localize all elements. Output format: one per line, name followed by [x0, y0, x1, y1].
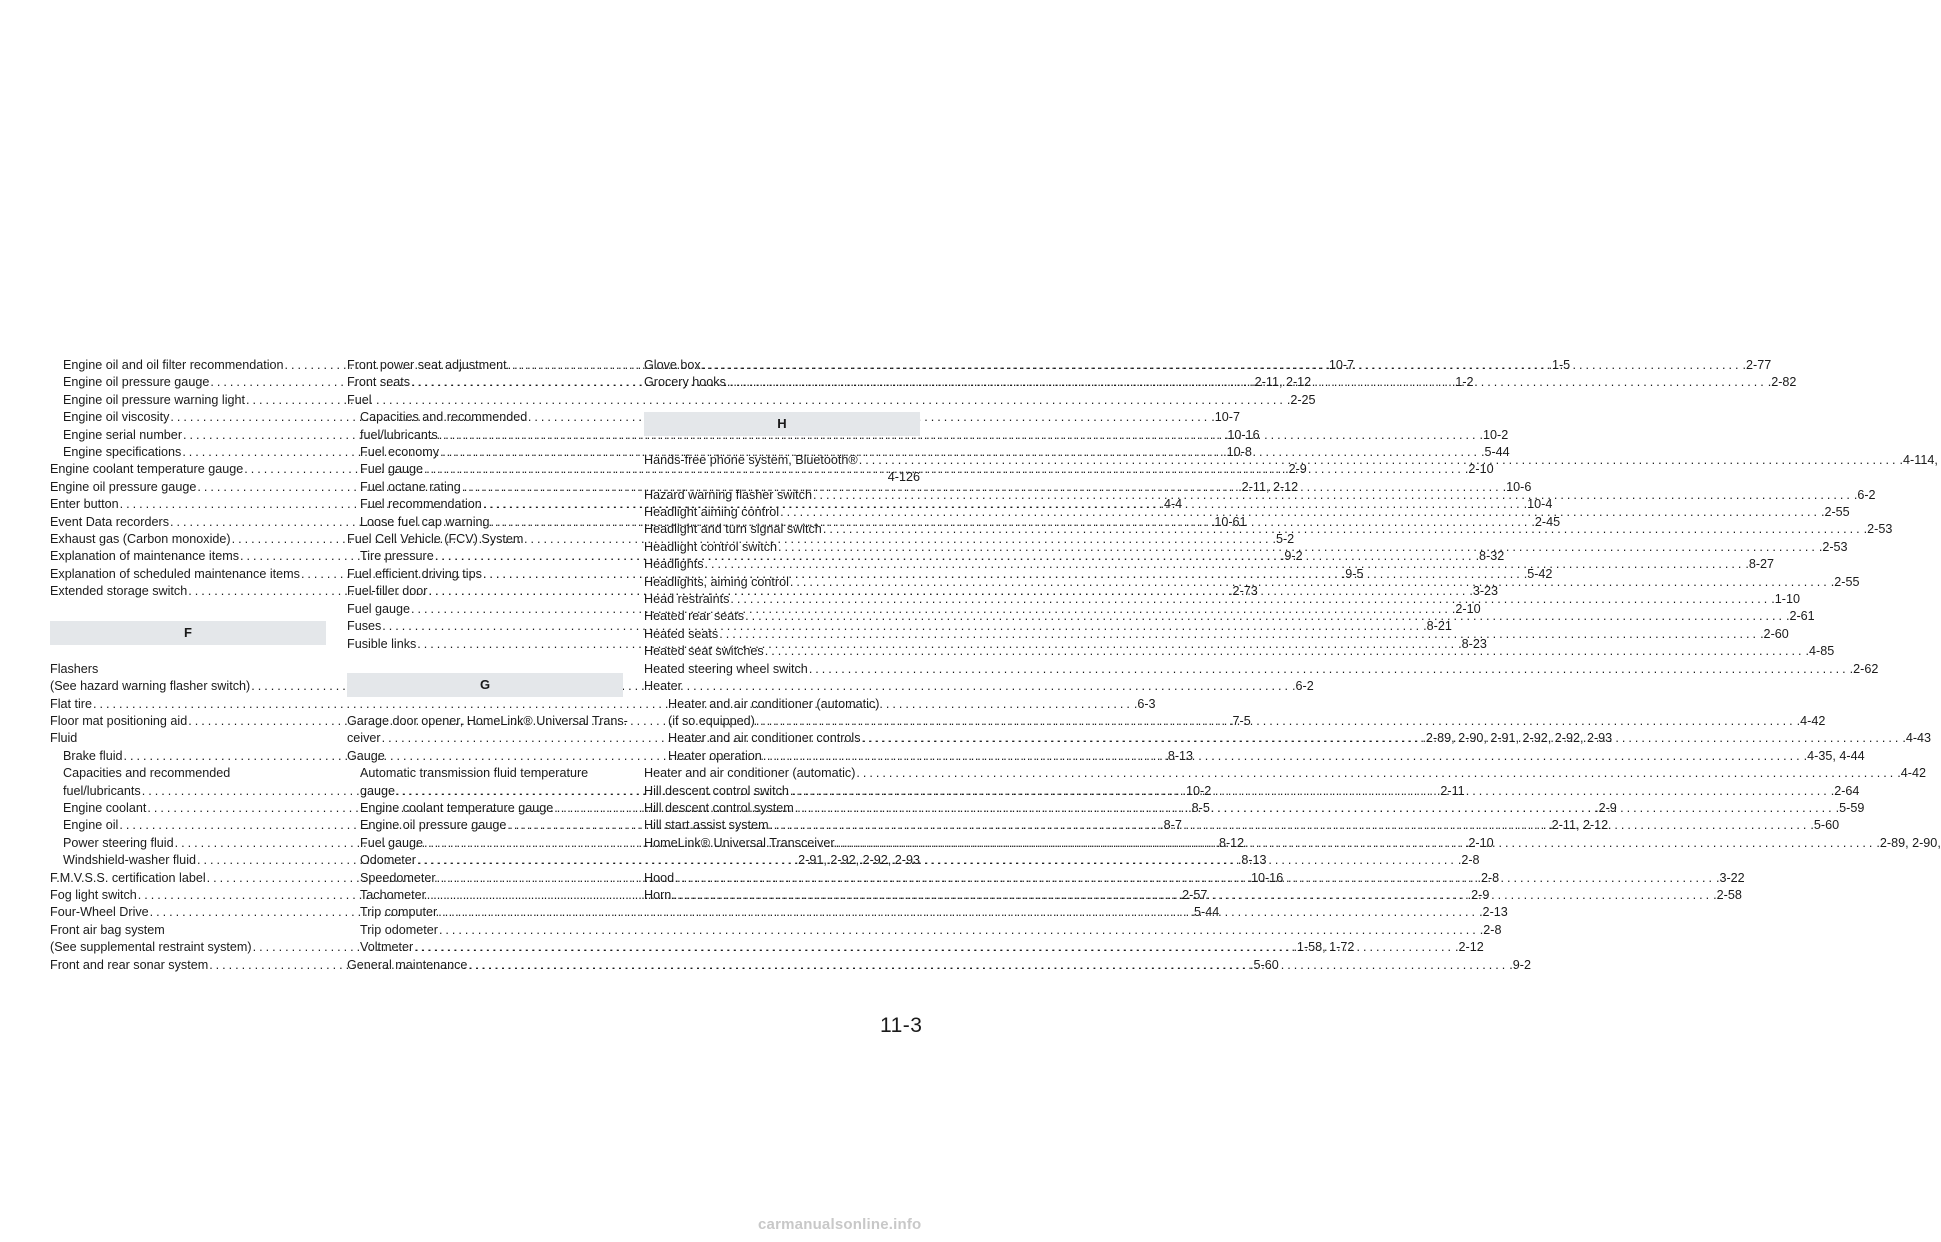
index-entry-page-ref: .9-2	[1509, 957, 1531, 972]
index-entry-page-ref: .1-5	[1548, 358, 1571, 372]
index-subheading: Automatic transmission fluid temperature	[360, 766, 589, 781]
index-entry-page-ref: .8-7	[1160, 818, 1182, 833]
dot-leader	[812, 487, 1854, 504]
index-entry-term: Headlights	[644, 557, 704, 572]
index-entry-term: Fusible links	[347, 636, 417, 651]
section-header-h: H	[644, 412, 920, 436]
index-entry-page-ref: .5-44	[1480, 445, 1510, 460]
index-entry-page-ref: .2-53	[1818, 539, 1848, 554]
index-entry-term: Hill start assist system	[644, 818, 769, 833]
index-entry-page-ref: .8-27	[1745, 557, 1775, 572]
index-entry-page-ref: .2-9	[1595, 800, 1617, 815]
index-heading: Gauge	[347, 748, 385, 763]
index-entry-term: Engine serial number	[63, 427, 183, 442]
dot-leader	[438, 922, 1480, 939]
index-heading: Garage door opener, HomeLink® Universal Trans-	[347, 713, 628, 728]
index-heading: Fuel Cell Vehicle (FCV) System	[347, 532, 524, 547]
index-entry-term: Voltmeter	[360, 940, 414, 955]
index-entry-page-ref: .2-8	[1477, 870, 1500, 885]
index-entry-term: Heated seats	[644, 626, 719, 641]
index-entry-term: Fuel gauge	[360, 835, 424, 850]
index-entry-page-ref: .8-21	[1423, 619, 1452, 634]
index-entry-page-ref: .4-35, 4-44	[1803, 748, 1865, 763]
index-entry-term: Heated steering wheel switch	[644, 661, 808, 676]
index-entry-page-ref: .4-42	[1897, 766, 1926, 781]
index-entry-term: Exhaust gas (Carbon monoxide)	[50, 532, 231, 547]
index-entry-page-ref: .2-60	[1760, 626, 1789, 641]
index-entry-term: Engine oil and oil filter recommendation	[63, 358, 284, 372]
index-entry-page-ref: .2-11	[1436, 783, 1465, 798]
index-entry-term: Power steering fluid	[63, 835, 174, 850]
dot-leader	[744, 608, 1786, 625]
index-entry-page-ref: .8-5	[1188, 800, 1210, 815]
index-entry-term: Enter button	[50, 497, 119, 512]
index-entry-term: Glove box	[644, 358, 701, 372]
watermark: carmanualsonline.info	[758, 1216, 922, 1233]
index-entry-term: Engine oil pressure warning light	[63, 392, 246, 407]
index-entry-page-ref: .2-11, 2-12	[1548, 818, 1609, 833]
index-entry-term: Speedometer	[360, 870, 436, 885]
index-entry-page-ref: .2-55	[1830, 574, 1860, 589]
dot-leader	[755, 713, 1797, 730]
index-entry-term: Engine coolant	[63, 800, 147, 815]
index-entry-page-ref: .10-8	[1223, 445, 1252, 460]
dot-leader	[779, 504, 1821, 521]
index-entry-term: Event Data recorders	[50, 514, 169, 529]
index-entry-page-ref: .2-9	[1285, 462, 1307, 477]
index-entry-page-ref: .5-2	[1272, 532, 1295, 547]
index-entry-page-ref: .2-73	[1229, 584, 1258, 599]
index-entry-page-ref: .2-45	[1531, 514, 1561, 529]
index-entry-term: Hands-free phone system, Bluetooth®	[644, 452, 858, 467]
dot-leader	[762, 748, 1804, 765]
index-entry-term: Explanation of scheduled maintenance items	[50, 566, 300, 581]
index-entry-page-ref: .5-42	[1523, 566, 1553, 581]
dot-leader	[671, 887, 1713, 904]
index-entry-term: Fuses	[347, 619, 382, 634]
index-entry-term: Extended storage switch	[50, 584, 188, 599]
index-entry-term: Engine oil viscosity	[63, 410, 170, 425]
index-entry-term: Headlight aiming control	[644, 505, 780, 520]
index-subheading: Capacities and recommended	[63, 766, 231, 781]
index-entry	[644, 765, 1926, 782]
index-entry-page-ref: .4-85	[1805, 644, 1835, 659]
index-entry-term: Trip odometer	[360, 922, 438, 937]
index-entry-term: Trip computer	[360, 905, 438, 920]
index-entry-term: Floor mat positioning aid	[50, 713, 188, 728]
index-entry-term: Engine oil pressure gauge	[63, 375, 210, 390]
dot-leader	[437, 904, 1479, 921]
index-entry-page-ref: .2-8	[1457, 853, 1480, 868]
index-entry-term: ceiver	[347, 731, 381, 746]
index-entry-page-ref: .8-12	[1215, 835, 1245, 850]
index-entry-term: Engine specifications	[63, 445, 182, 460]
index-entry-term: fuel/lubricants	[63, 783, 141, 798]
dot-leader	[413, 939, 1455, 956]
index-entry-term: Engine oil pressure gauge	[360, 818, 507, 833]
index-entry-page-ref: .2-10	[1464, 835, 1494, 850]
index-entry-term: Heater operation	[668, 748, 762, 763]
index-entry-term: Engine coolant temperature gauge	[50, 462, 244, 477]
index-entry-term: Fuel recommendation	[360, 497, 482, 512]
index-entry-term: Fuel octane rating	[360, 479, 461, 494]
index-entry-page-ref: .2-62	[1849, 661, 1879, 676]
index-entry-page-ref: .2-53	[1863, 522, 1893, 537]
index-entry-page-ref: .5-59	[1835, 800, 1865, 815]
dot-leader	[777, 539, 1819, 556]
index-entry-page-ref: .2-82	[1767, 375, 1797, 390]
index-entry-term: Grocery hooks	[644, 375, 726, 390]
index-entry-term: Head restraints	[644, 592, 730, 607]
index-entry-page-ref: .4-43	[1902, 731, 1932, 746]
index-entry-term: Headlight control switch	[644, 539, 777, 554]
index-entry-term: Fuel efficient driving tips	[347, 566, 482, 581]
index-entry	[644, 487, 1876, 504]
dot-leader	[808, 661, 1850, 678]
index-entry-term: Engine oil	[63, 818, 119, 833]
index-subheading: Heater and air conditioner (automatic)	[668, 696, 880, 711]
section-header-f: F	[50, 621, 326, 645]
index-entry-term: gauge	[360, 783, 396, 798]
index-entry-term: Headlight and turn signal switch	[644, 522, 822, 537]
index-entry-page-ref: .10-7	[1325, 358, 1355, 372]
index-heading: Flashers	[50, 661, 99, 676]
index-entry-term: Front power seat adjustment	[347, 358, 507, 372]
dot-leader	[701, 357, 1743, 374]
index-entry-page-ref: .5-60	[1250, 957, 1279, 972]
index-entry-page-ref: .4-42	[1796, 713, 1826, 728]
index-entry-term: Hood	[644, 870, 675, 885]
index-entry-term: Heated seat switches	[644, 644, 764, 659]
index-entry-page-ref: .2-61	[1785, 609, 1815, 624]
index-heading: Fluid	[50, 731, 78, 746]
index-entry-term: (if so equipped)	[668, 713, 755, 728]
index-entry-term: Odometer	[360, 853, 416, 868]
index-entry-term: General maintenance	[347, 957, 468, 972]
index-entry-page-ref: .5-44	[1190, 905, 1220, 920]
index-entry-page-ref: .1-10	[1771, 592, 1800, 607]
index-entry-term: (See supplemental restraint system)	[50, 940, 252, 955]
index-entry-term: Tachometer	[360, 887, 426, 902]
index-entry-term: Engine oil pressure gauge	[50, 479, 197, 494]
dot-leader	[718, 626, 1760, 643]
dot-leader	[835, 835, 1877, 852]
dot-leader	[858, 452, 1900, 469]
index-entry	[347, 922, 1502, 939]
index-entry-term: Tire pressure	[360, 549, 434, 564]
index-entry-page-ref: .2-11, 2-12	[1251, 375, 1312, 390]
index-entry-term: Brake fluid	[63, 748, 123, 763]
index-entry-page-ref: .2-55	[1820, 505, 1850, 520]
index-entry-page-ref: .10-7	[1211, 410, 1240, 425]
dot-leader	[861, 730, 1903, 747]
index-entry-page-ref: .9-2	[1280, 549, 1303, 564]
dot-leader	[855, 765, 1897, 782]
index-entry-term: fuel/lubricants	[360, 427, 438, 442]
index-entry-page-ref: .8-32	[1475, 549, 1505, 564]
index-entry-page-ref: .3-22	[1715, 870, 1745, 885]
index-entry-page-ref: .9-5	[1341, 566, 1364, 581]
index-entry-page-ref: .10-4	[1523, 497, 1553, 512]
dot-leader	[438, 427, 1480, 444]
dot-leader	[764, 643, 1806, 660]
dot-leader	[789, 574, 1831, 591]
index-entry-page-ref: .10-61	[1210, 514, 1247, 529]
index-entry	[644, 574, 1860, 591]
index-entry-page-ref: .2-9	[1467, 887, 1490, 902]
index-entry-page-ref: .2-12	[1455, 940, 1484, 955]
index-entry-term: HomeLink® Universal Transceiver	[644, 835, 835, 850]
index-entry-page-ref: .2-89, 2-90,	[1876, 835, 1941, 850]
index-entry-page-ref: .2-25	[1286, 392, 1316, 407]
index-entry-page-ref: .1-58, 1-72	[1293, 940, 1355, 955]
index-entry-page-ref: .2-11, 2-12	[1238, 479, 1299, 494]
index-entry-term: Heated rear seats	[644, 609, 745, 624]
index-entry	[644, 661, 1879, 678]
index-entry-term: Fuel-filler door	[347, 584, 428, 599]
index-entry-page-ref: .4-114,	[1899, 452, 1938, 467]
index-entry-term: Front and rear sonar system	[50, 957, 209, 972]
dot-leader	[467, 957, 1509, 974]
index-entry-term: Hill descent control switch	[644, 783, 789, 798]
index-entry-page-ref: .2-77	[1742, 358, 1772, 372]
dot-leader	[416, 852, 1458, 869]
index-entry-term: Fog light switch	[50, 887, 137, 902]
index-entry-page-ref: .5-60	[1810, 818, 1840, 833]
index-heading: Front air bag system	[50, 922, 165, 937]
index-entry-page-ref: .8-13	[1237, 853, 1267, 868]
index-entry-term: Fuel gauge	[360, 462, 424, 477]
index-entry-page-ref: .2-13	[1479, 905, 1508, 920]
index-entry-page-ref: .6-3	[1133, 696, 1156, 711]
index-subheading: Capacities and recommended	[360, 410, 528, 425]
index-entry-term: (See hazard warning flasher switch)	[50, 679, 251, 694]
index-entry-page-ref: .8-23	[1458, 636, 1487, 651]
dot-leader	[789, 783, 1831, 800]
index-entry-term: Heater and air conditioner controls	[668, 731, 861, 746]
index-entry-continuation: 2-91, 2-92, 2-92, 2-93	[798, 853, 920, 868]
index-entry-term: Horn	[644, 887, 672, 902]
section-header-g: G	[347, 673, 623, 697]
index-entry-page-ref: .1-2	[1451, 375, 1474, 390]
index-entry-page-ref: .8-13	[1164, 748, 1194, 763]
index-entry-term: Hill descent control system	[644, 800, 794, 815]
dot-leader	[726, 374, 1768, 391]
index-entry-page-ref: .10-16	[1223, 427, 1260, 442]
index-entry-page-ref: .2-57	[1178, 887, 1208, 902]
index-entry-term: Front seats	[347, 375, 410, 390]
index-entry-term: Windshield-washer fluid	[63, 853, 196, 868]
index-entry-continuation: 4-126	[887, 470, 920, 485]
dot-leader	[794, 800, 1836, 817]
index-entry-page-ref: .10-2	[1182, 783, 1212, 798]
index-entry-page-ref: .2-58	[1713, 887, 1742, 902]
index-entry-page-ref: .10-2	[1479, 427, 1509, 442]
index-entry-page-ref: .3-23	[1469, 584, 1499, 599]
index-entry-page-ref: .6-2	[1292, 679, 1314, 694]
index-entry-page-ref: .2-89, 2-90, 2-91, 2-92, 2-92, 2-93	[1422, 731, 1613, 746]
index-entry-page-ref: .2-64	[1830, 783, 1860, 798]
index-entry-term: Flat tire	[50, 696, 92, 711]
dot-leader	[704, 556, 1746, 573]
index-entry-term: Headlights, aiming control	[644, 574, 789, 589]
dot-leader	[729, 591, 1771, 608]
index-entry-term: Explanation of maintenance items	[50, 549, 240, 564]
index-entry-term: Fuel gauge	[347, 601, 411, 616]
index-entry-term: Hazard warning flasher switch	[644, 487, 812, 502]
index-entry-page-ref: .10-16	[1247, 870, 1284, 885]
dot-leader	[769, 817, 1811, 834]
dot-leader	[822, 521, 1864, 538]
page-number: 11-3	[880, 1014, 923, 1037]
index-entry-term: Heater and air conditioner (automatic)	[644, 766, 856, 781]
index-heading: Heater	[644, 679, 682, 694]
index-entry-term: Four-Wheel Drive	[50, 905, 149, 920]
index-entry-page-ref: .4-4	[1160, 497, 1183, 512]
dot-leader	[674, 870, 1716, 887]
index-entry-page-ref: .6-2	[1853, 487, 1876, 502]
index-entry-page-ref: .2-8	[1479, 922, 1502, 937]
index-entry-term: Engine coolant temperature gauge	[360, 800, 554, 815]
index-entry-term: F.M.V.S.S. certification label	[50, 870, 206, 885]
index-entry-term: Fuel economy	[360, 445, 440, 460]
index-entry-page-ref: .10-6	[1502, 479, 1532, 494]
index-heading: Fuel	[347, 392, 372, 407]
index-entry-page-ref: .2-10	[1451, 601, 1481, 616]
index-entry-page-ref: .2-10	[1464, 462, 1494, 477]
index-entry-page-ref: .7-5	[1229, 713, 1251, 728]
index-entry-term: Loose fuel cap warning	[360, 514, 490, 529]
